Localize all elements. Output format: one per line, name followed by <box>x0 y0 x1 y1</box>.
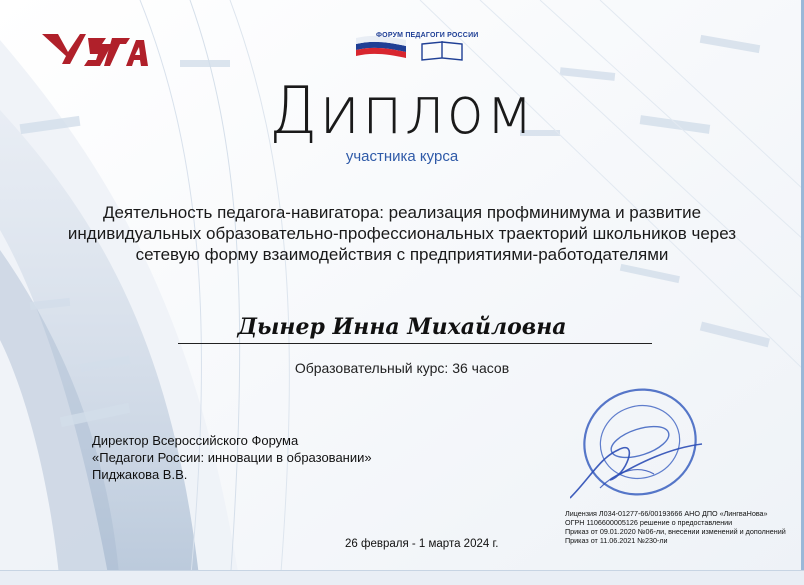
name-underline <box>178 343 652 344</box>
course-hours: Образовательный курс: 36 часов <box>294 360 510 376</box>
diploma-subtitle: участника курса <box>345 148 459 165</box>
course-line: сетевую форму взаимодействия с предприятиями-работодателями <box>135 245 669 264</box>
license-info <box>565 509 786 545</box>
director-line: Директор Всероссийского Форума <box>92 433 299 448</box>
course-dates: 26 февраля - 1 марта 2024 г. <box>345 538 499 550</box>
forum-logo-text: ФОРУМ ПЕДАГОГИ РОССИИ <box>376 32 479 39</box>
license-line: Лицензия Л034-01277-66/00193666 АНО ДПО «ЛингваНова» <box>565 509 768 518</box>
recipient-name: Дынер Инна Михайловна <box>237 314 567 340</box>
director-signature-block <box>92 432 372 483</box>
official-stamp <box>570 378 710 506</box>
bottom-border <box>0 570 804 585</box>
course-title <box>60 202 744 265</box>
director-line: Пиджакова В.В. <box>92 467 188 482</box>
license-line: ОГРН 1106600005126 решение о предоставлении <box>565 518 733 527</box>
organization-logo <box>40 30 150 70</box>
diploma-title: Диплом <box>269 72 535 149</box>
forum-logo <box>352 30 479 66</box>
license-line: Приказ от 11.06.2021 №230-ли <box>565 536 668 545</box>
course-line: Деятельность педагога-навигатора: реализация профминимума и развитие <box>102 203 702 222</box>
director-line: «Педагоги России: инновации в образовании» <box>92 450 372 465</box>
license-line: Приказ от 09.01.2020 №06-ли, внесении изменений и дополнений <box>565 527 786 536</box>
course-line: индивидуальных образовательно-профессиональных траекторий школьников через <box>67 224 737 243</box>
